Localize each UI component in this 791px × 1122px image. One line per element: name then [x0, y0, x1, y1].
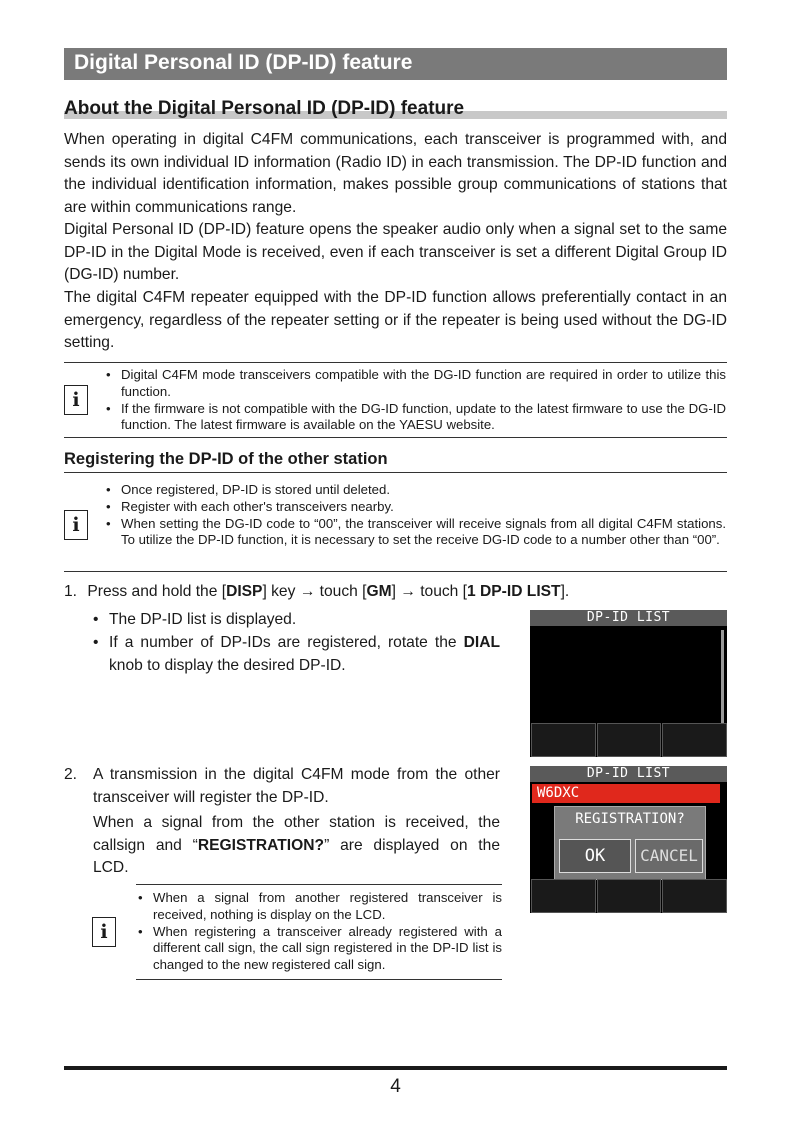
step-number: 2. [64, 766, 78, 783]
step-1 [64, 583, 569, 601]
note-item: • Digital C4FM mode transceivers compatible with the DG-ID function are required in order to utilize this function. [104, 367, 726, 401]
section-heading: About the Digital Personal ID (DP-ID) feature [64, 98, 465, 119]
lcd-soft-key[interactable] [531, 879, 596, 913]
note-item: • When registering a transceiver already registered with a different call sign, the call sign registered in the DP-ID list is changed to the new registered call sign. [136, 924, 502, 974]
lcd-header: DP-ID LIST [530, 766, 727, 782]
note-list [136, 890, 502, 974]
note-list [104, 482, 726, 549]
note-item: • If the firmware is not compatible with the DG-ID function, update to the latest firmware to use the DG-ID function. The latest firmware is available on the YAESU website. [104, 401, 726, 435]
about-paragraph-2: Digital Personal ID (DP-ID) feature opens the speaker audio only when a signal set to the same DP-ID in the Digital Mode is received, even if each transceiver is set a different Digital Group ID (DG-ID) number. [64, 221, 727, 284]
step-bullet: • The DP-ID list is displayed. [93, 608, 500, 631]
note-box-compatibility [64, 362, 727, 438]
about-paragraph-1: When operating in digital C4FM communications, each transceiver is programmed with, and sends its own individual ID information (Radio ID) in each transmission. The DP-ID function and the individual identification information, makes possible group communications of stations that are within communications range. [64, 131, 727, 216]
about-paragraph-3: The digital C4FM repeater equipped with the DP-ID function allows preferentially contact in an emergency, regardless of the repeater setting or if the repeater is being used without the DG-ID setting. [64, 289, 727, 352]
note-item: • When a signal from another registered transceiver is received, nothing is display on the LCD. [136, 890, 502, 924]
registration-dialog [554, 806, 706, 880]
lcd-soft-key[interactable] [662, 879, 727, 913]
footer-rule [64, 1066, 727, 1070]
lcd-soft-key[interactable] [531, 723, 596, 757]
page-number: 4 [390, 1076, 401, 1097]
lcd-screen-registration [530, 766, 727, 913]
step-text: Press and hold the [DISP] key → touch [GM] → touch [1 DP-ID LIST]. [87, 583, 570, 600]
info-icon: i [64, 510, 88, 540]
step-2-text: A transmission in the digital C4FM mode from the other transceiver will register the DP-ID. [93, 766, 500, 806]
step-bullet: • If a number of DP-IDs are registered, rotate the DIAL knob to display the desired DP-ID. [93, 631, 500, 677]
subsection-heading: Registering the DP-ID of the other station [64, 450, 388, 468]
subsection-heading-underline [64, 472, 727, 473]
page-title: Digital Personal ID (DP-ID) feature [74, 51, 413, 74]
lcd-soft-key[interactable] [662, 723, 727, 757]
step-2-text: When a signal from the other station is received, the callsign and “REGISTRATION?” are displayed on the LCD. [93, 814, 500, 877]
scrollbar [721, 630, 724, 724]
note-box-registration [100, 884, 502, 980]
step-1-bullets [93, 608, 500, 677]
info-icon: i [92, 917, 116, 947]
note-list [104, 367, 726, 434]
note-item: • When setting the DG-ID code to “00”, the transceiver will receive signals from all digital C4FM stations. To utilize the DP-ID function, it is necessary to set the receive DG-ID code to a number other than “00”. [104, 516, 726, 550]
info-icon: i [64, 385, 88, 415]
cancel-button[interactable]: CANCEL [635, 839, 703, 873]
lcd-header: DP-ID LIST [530, 610, 727, 626]
ok-button[interactable]: OK [559, 839, 631, 873]
lcd-screen-dp-id-list [530, 610, 727, 757]
step-number: 1. [64, 583, 78, 600]
page-title-bar [64, 48, 727, 80]
callsign-bar: W6DXC [532, 784, 720, 803]
lcd-soft-key[interactable] [597, 879, 661, 913]
note-item: • Register with each other's transceivers nearby. [104, 499, 726, 516]
lcd-soft-key[interactable] [597, 723, 661, 757]
note-item: • Once registered, DP-ID is stored until deleted. [104, 482, 726, 499]
dialog-text: REGISTRATION? [575, 811, 685, 827]
note-box-registering [64, 478, 727, 572]
